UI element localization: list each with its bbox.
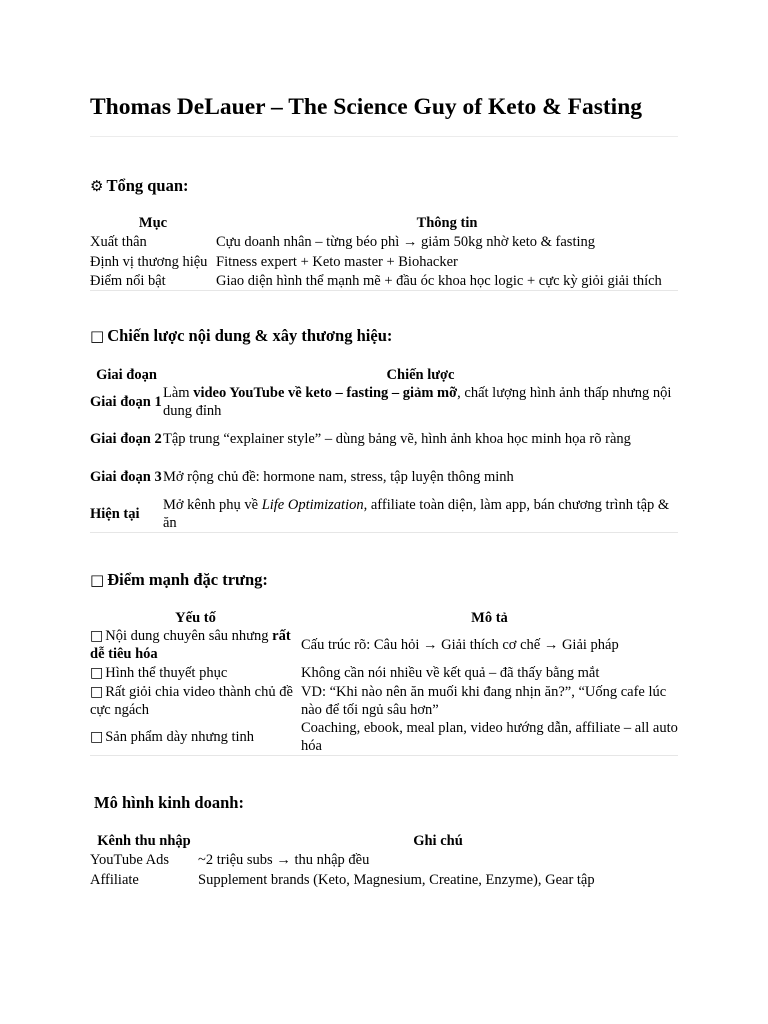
box-icon: □ — [90, 327, 105, 345]
cell-text: Mở kênh phụ về — [163, 497, 262, 513]
table-row — [90, 252, 678, 272]
table-cell: Xuất thân — [90, 234, 147, 250]
table-row — [90, 272, 678, 291]
table-cell: Cựu doanh nhân – từng béo phì → giảm 50kg nhờ keto & fasting — [216, 234, 595, 250]
document-page — [90, 92, 678, 890]
section-content-strategy — [90, 325, 678, 533]
business-table — [90, 832, 678, 890]
section-heading-overview — [90, 175, 678, 197]
stage-label: Giai đoạn 1 — [90, 394, 162, 410]
table-row — [90, 663, 678, 683]
box-icon: □ — [90, 628, 104, 644]
section-heading-strategy — [90, 325, 678, 347]
section-overview — [90, 175, 678, 291]
cell-text: Nội dung chuyên sâu nhưng — [105, 628, 273, 644]
section-business-model — [90, 792, 678, 890]
table-row — [90, 627, 678, 663]
column-header: Mục — [138, 215, 168, 231]
section-heading-strengths — [90, 569, 678, 591]
table-cell: Tập trung “explainer style” – dùng bảng vẽ, hình ảnh khoa học minh họa rõ ràng — [163, 431, 631, 447]
table-cell — [90, 663, 301, 683]
overview-table — [90, 214, 678, 291]
table-row — [90, 719, 678, 756]
table-row — [90, 683, 678, 719]
strategy-table — [90, 366, 678, 533]
table-cell: Giao diện hình thể mạnh mẽ + đầu óc khoa học logic + cực kỳ giỏi giải thích — [216, 272, 678, 291]
box-icon: □ — [90, 571, 105, 589]
column-header: Giai đoạn — [96, 367, 157, 383]
table-row — [90, 384, 678, 420]
strengths-table — [90, 609, 678, 756]
table-row — [90, 870, 678, 890]
document-title: Thomas DeLauer – The Science Guy of Keto & Fasting — [90, 92, 678, 137]
column-header: Mô tả — [471, 610, 508, 626]
cell-text: Làm — [163, 385, 194, 401]
column-header: Chiến lược — [386, 367, 455, 383]
table-cell: Supplement brands (Keto, Magnesium, Creatine, Enzyme), Gear tập — [198, 872, 595, 888]
column-header: Kênh thu nhập — [97, 833, 191, 849]
table-cell: Mở rộng chủ đề: hormone nam, stress, tập luyện thông minh — [163, 469, 514, 485]
column-header: Ghi chú — [413, 833, 463, 849]
table-cell: VD: “Khi nào nên ăn muối khi đang nhịn ăn?”, “Uống cafe lúc nào để tối ngủ sâu hơn” — [301, 684, 667, 718]
stage-label: Hiện tại — [90, 496, 163, 533]
table-cell: Affiliate — [90, 872, 139, 888]
box-icon: □ — [90, 684, 104, 700]
cell-text-italic: Life Optimization — [261, 497, 364, 513]
table-row — [90, 496, 678, 533]
cell-text: Rất giỏi chia video thành chủ đề cực ngách — [90, 684, 293, 718]
stage-label: Giai đoạn 2 — [90, 431, 162, 447]
table-row — [90, 458, 678, 496]
box-icon: □ — [90, 729, 104, 745]
table-row — [90, 232, 678, 252]
cell-text: Sản phẩm dày nhưng tinh — [105, 729, 255, 745]
section-strengths — [90, 569, 678, 756]
column-header: Yếu tố — [175, 610, 216, 626]
cell-text-bold: rất dễ tiêu hóa — [90, 628, 291, 662]
column-header: Thông tin — [416, 215, 478, 231]
stage-label: Giai đoạn 3 — [90, 469, 162, 485]
table-cell — [163, 496, 678, 533]
box-icon: □ — [90, 665, 104, 681]
table-cell: YouTube Ads — [90, 852, 169, 868]
table-cell: Fitness expert + Keto master + Biohacker — [216, 254, 458, 270]
cell-text: Hình thể thuyết phục — [105, 665, 228, 681]
table-cell: Định vị thương hiệu — [90, 254, 208, 270]
gear-icon: ⚙ — [90, 177, 104, 195]
section-heading-business: Mô hình kinh doanh: — [94, 793, 244, 812]
cell-text-bold: video YouTube về keto – fasting – giảm mỡ — [193, 385, 458, 401]
table-cell: Điểm nổi bật — [90, 272, 216, 291]
section-heading-text: Chiến lược nội dung & xây thương hiệu: — [107, 326, 393, 345]
table-cell — [90, 627, 301, 663]
cell-text: , affiliate toàn diện, làm app, bán chương trình tập & ăn — [163, 497, 670, 531]
table-cell — [90, 719, 301, 756]
table-cell: Không cần nói nhiều về kết quả – đã thấy bằng mắt — [301, 665, 600, 681]
table-row — [90, 420, 678, 458]
section-heading-text: Điểm mạnh đặc trưng: — [107, 570, 268, 589]
table-cell — [163, 384, 678, 420]
section-heading-text: Tổng quan: — [106, 176, 189, 195]
cell-text: , chất lượng hình ảnh thấp nhưng nội dung đỉnh — [163, 385, 672, 419]
table-cell: ~2 triệu subs → thu nhập đều — [198, 852, 370, 868]
table-cell: Cấu trúc rõ: Câu hỏi → Giải thích cơ chế → Giải pháp — [301, 637, 619, 653]
table-cell: Coaching, ebook, meal plan, video hướng dẫn, affiliate – all auto hóa — [301, 720, 678, 754]
table-row — [90, 850, 678, 870]
table-cell — [90, 683, 301, 719]
